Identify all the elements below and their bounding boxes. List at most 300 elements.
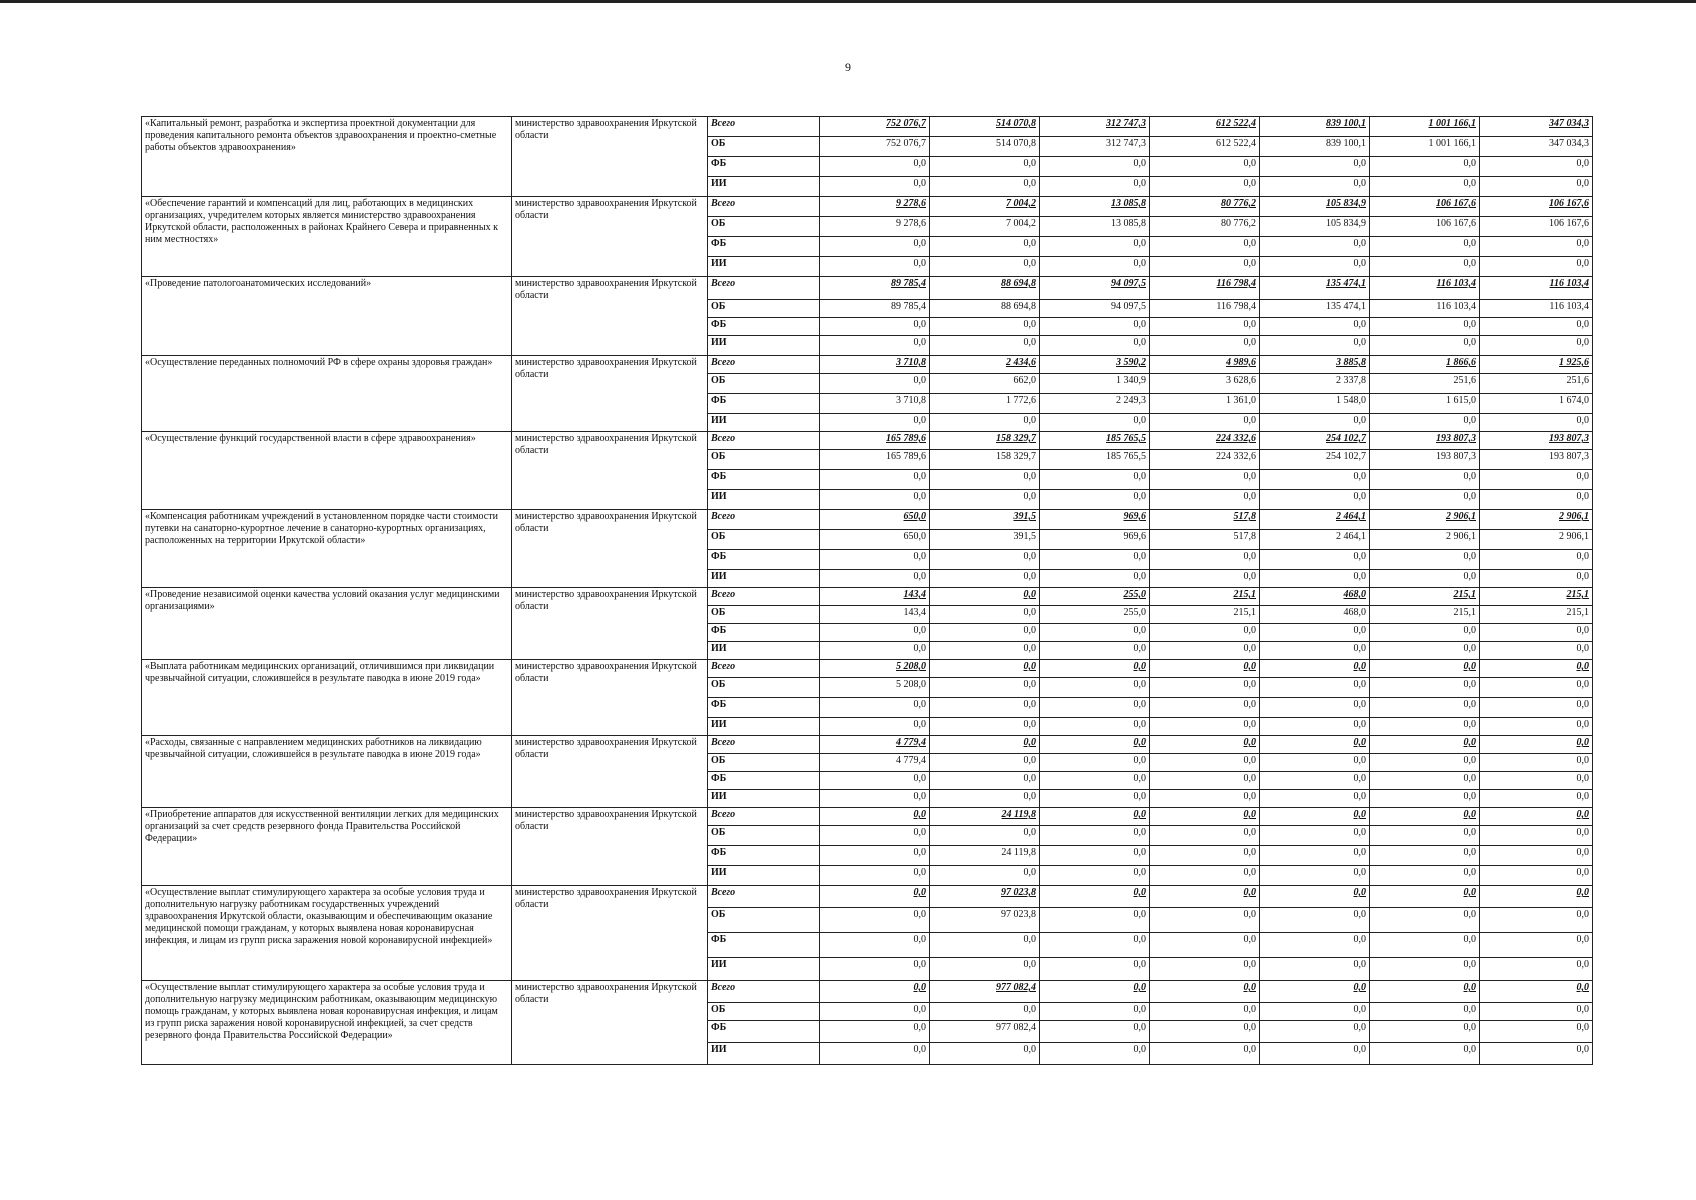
amount-cell: 0,0 [1260, 642, 1370, 660]
amount-cell: 0,0 [1040, 981, 1150, 1003]
amount-cell: 0,0 [930, 318, 1040, 336]
amount-cell: 13 085,8 [1040, 197, 1150, 217]
amount-cell: 0,0 [820, 718, 930, 736]
amount-cell: 0,0 [1040, 157, 1150, 177]
amount-cell: 116 103,4 [1370, 277, 1480, 300]
amount-cell: 1 001 166,1 [1370, 137, 1480, 157]
amount-cell: 106 167,6 [1480, 197, 1593, 217]
funding-source: ФБ [708, 394, 820, 414]
funding-source: ИИ [708, 257, 820, 277]
funding-source: ФБ [708, 624, 820, 642]
amount-cell: 0,0 [1480, 826, 1593, 846]
amount-cell: 0,0 [1260, 908, 1370, 933]
amount-cell: 0,0 [820, 981, 930, 1003]
amount-cell: 0,0 [1150, 736, 1260, 754]
amount-cell: 1 615,0 [1370, 394, 1480, 414]
amount-cell: 0,0 [1150, 754, 1260, 772]
amount-cell: 105 834,9 [1260, 217, 1370, 237]
amount-cell: 0,0 [930, 414, 1040, 432]
amount-cell: 0,0 [1370, 736, 1480, 754]
amount-cell: 0,0 [1370, 790, 1480, 808]
amount-cell: 2 249,3 [1040, 394, 1150, 414]
responsible-executor: министерство здравоохранения Иркутской области [512, 197, 708, 277]
amount-cell: 0,0 [1150, 908, 1260, 933]
funding-source: ОБ [708, 908, 820, 933]
funding-source: ИИ [708, 177, 820, 197]
funding-source: ФБ [708, 470, 820, 490]
funding-source: ФБ [708, 157, 820, 177]
amount-cell: 0,0 [1260, 570, 1370, 588]
table-row-total [142, 736, 1593, 754]
funding-source: Всего [708, 808, 820, 826]
amount-cell: 0,0 [1480, 846, 1593, 866]
amount-cell: 0,0 [1480, 1003, 1593, 1021]
amount-cell: 0,0 [820, 826, 930, 846]
funding-source: ОБ [708, 826, 820, 846]
funding-source: ОБ [708, 217, 820, 237]
amount-cell: 0,0 [930, 826, 1040, 846]
amount-cell: 143,4 [820, 588, 930, 606]
amount-cell: 0,0 [1040, 1043, 1150, 1065]
amount-cell: 0,0 [820, 470, 930, 490]
funding-source: ИИ [708, 958, 820, 981]
funding-source: ИИ [708, 1043, 820, 1065]
funding-source: ФБ [708, 933, 820, 958]
amount-cell: 1 925,6 [1480, 356, 1593, 374]
amount-cell: 0,0 [1480, 1043, 1593, 1065]
amount-cell: 89 785,4 [820, 300, 930, 318]
amount-cell: 650,0 [820, 510, 930, 530]
amount-cell: 0,0 [1150, 570, 1260, 588]
amount-cell: 215,1 [1480, 606, 1593, 624]
amount-cell: 3 710,8 [820, 356, 930, 374]
amount-cell: 0,0 [930, 550, 1040, 570]
amount-cell: 0,0 [1480, 933, 1593, 958]
funding-source: ИИ [708, 490, 820, 510]
amount-cell: 0,0 [1370, 570, 1480, 588]
amount-cell: 0,0 [1370, 1003, 1480, 1021]
amount-cell: 2 906,1 [1480, 530, 1593, 550]
amount-cell: 0,0 [1370, 866, 1480, 886]
amount-cell: 0,0 [1150, 157, 1260, 177]
amount-cell: 0,0 [930, 588, 1040, 606]
amount-cell: 347 034,3 [1480, 117, 1593, 137]
amount-cell: 116 103,4 [1480, 277, 1593, 300]
amount-cell: 80 776,2 [1150, 217, 1260, 237]
amount-cell: 215,1 [1370, 588, 1480, 606]
amount-cell: 0,0 [1150, 772, 1260, 790]
amount-cell: 0,0 [1260, 736, 1370, 754]
amount-cell: 0,0 [820, 808, 930, 826]
measure-name: «Обеспечение гарантий и компенсаций для лиц, работающих в медицинских организациях, учредителем которых является министерство здравоохранения Иркутской области, расположенных в районах Крайнего Севера и приравненных к ним местностях» [142, 197, 512, 277]
amount-cell: 0,0 [1260, 1003, 1370, 1021]
amount-cell: 0,0 [1480, 808, 1593, 826]
amount-cell: 0,0 [1370, 470, 1480, 490]
amount-cell: 3 885,8 [1260, 356, 1370, 374]
amount-cell: 0,0 [1480, 660, 1593, 678]
amount-cell: 0,0 [1370, 550, 1480, 570]
amount-cell: 969,6 [1040, 510, 1150, 530]
amount-cell: 0,0 [1260, 1021, 1370, 1043]
amount-cell: 0,0 [1480, 698, 1593, 718]
amount-cell: 0,0 [1370, 958, 1480, 981]
amount-cell: 0,0 [1480, 886, 1593, 908]
funding-source: ОБ [708, 450, 820, 470]
amount-cell: 7 004,2 [930, 197, 1040, 217]
amount-cell: 0,0 [930, 736, 1040, 754]
amount-cell: 0,0 [1040, 886, 1150, 908]
amount-cell: 251,6 [1370, 374, 1480, 394]
responsible-executor: министерство здравоохранения Иркутской области [512, 356, 708, 432]
amount-cell: 0,0 [1480, 981, 1593, 1003]
amount-cell: 0,0 [930, 958, 1040, 981]
amount-cell: 0,0 [1260, 660, 1370, 678]
amount-cell: 0,0 [1480, 470, 1593, 490]
amount-cell: 143,4 [820, 606, 930, 624]
funding-source: Всего [708, 277, 820, 300]
amount-cell: 0,0 [1370, 754, 1480, 772]
amount-cell: 0,0 [1040, 958, 1150, 981]
amount-cell: 0,0 [930, 336, 1040, 356]
amount-cell: 0,0 [1040, 237, 1150, 257]
responsible-executor: министерство здравоохранения Иркутской области [512, 660, 708, 736]
funding-source: Всего [708, 886, 820, 908]
amount-cell: 391,5 [930, 530, 1040, 550]
amount-cell: 0,0 [1260, 1043, 1370, 1065]
funding-source: Всего [708, 588, 820, 606]
amount-cell: 254 102,7 [1260, 450, 1370, 470]
funding-source: ФБ [708, 318, 820, 336]
amount-cell: 193 807,3 [1480, 450, 1593, 470]
amount-cell: 0,0 [1150, 1003, 1260, 1021]
amount-cell: 312 747,3 [1040, 117, 1150, 137]
amount-cell: 0,0 [1480, 490, 1593, 510]
amount-cell: 0,0 [1040, 808, 1150, 826]
amount-cell: 94 097,5 [1040, 300, 1150, 318]
amount-cell: 0,0 [1370, 336, 1480, 356]
funding-source: ИИ [708, 414, 820, 432]
amount-cell: 9 278,6 [820, 217, 930, 237]
amount-cell: 116 798,4 [1150, 277, 1260, 300]
amount-cell: 135 474,1 [1260, 277, 1370, 300]
budget-table-body [142, 117, 1593, 1065]
funding-source: ИИ [708, 866, 820, 886]
table-row-total [142, 356, 1593, 374]
amount-cell: 0,0 [820, 414, 930, 432]
amount-cell: 0,0 [1040, 866, 1150, 886]
amount-cell: 0,0 [1040, 257, 1150, 277]
amount-cell: 0,0 [1150, 1043, 1260, 1065]
amount-cell: 0,0 [1260, 808, 1370, 826]
amount-cell: 0,0 [1150, 678, 1260, 698]
amount-cell: 0,0 [1260, 826, 1370, 846]
amount-cell: 0,0 [1370, 177, 1480, 197]
amount-cell: 106 167,6 [1480, 217, 1593, 237]
amount-cell: 0,0 [820, 570, 930, 588]
amount-cell: 0,0 [1480, 958, 1593, 981]
amount-cell: 0,0 [1260, 846, 1370, 866]
amount-cell: 0,0 [1480, 177, 1593, 197]
funding-source: ОБ [708, 606, 820, 624]
table-row-total [142, 197, 1593, 217]
responsible-executor: министерство здравоохранения Иркутской области [512, 588, 708, 660]
amount-cell: 255,0 [1040, 606, 1150, 624]
amount-cell: 1 772,6 [930, 394, 1040, 414]
measure-name: «Осуществление переданных полномочий РФ в сфере охраны здоровья граждан» [142, 356, 512, 432]
amount-cell: 0,0 [1260, 958, 1370, 981]
funding-source: Всего [708, 432, 820, 450]
amount-cell: 0,0 [1480, 157, 1593, 177]
table-row-total [142, 886, 1593, 908]
funding-source: ОБ [708, 374, 820, 394]
amount-cell: 0,0 [930, 1003, 1040, 1021]
amount-cell: 0,0 [1040, 736, 1150, 754]
amount-cell: 0,0 [1260, 698, 1370, 718]
amount-cell: 0,0 [1260, 318, 1370, 336]
funding-source: ИИ [708, 718, 820, 736]
amount-cell: 0,0 [1260, 866, 1370, 886]
amount-cell: 105 834,9 [1260, 197, 1370, 217]
amount-cell: 0,0 [1370, 642, 1480, 660]
amount-cell: 1 548,0 [1260, 394, 1370, 414]
amount-cell: 517,8 [1150, 510, 1260, 530]
amount-cell: 0,0 [1480, 754, 1593, 772]
amount-cell: 97 023,8 [930, 908, 1040, 933]
amount-cell: 0,0 [1150, 933, 1260, 958]
amount-cell: 215,1 [1480, 588, 1593, 606]
amount-cell: 193 807,3 [1370, 432, 1480, 450]
amount-cell: 158 329,7 [930, 450, 1040, 470]
amount-cell: 0,0 [1370, 157, 1480, 177]
amount-cell: 752 076,7 [820, 117, 930, 137]
amount-cell: 0,0 [930, 570, 1040, 588]
amount-cell: 0,0 [1480, 414, 1593, 432]
amount-cell: 0,0 [1040, 698, 1150, 718]
amount-cell: 0,0 [1040, 754, 1150, 772]
measure-name: «Осуществление выплат стимулирующего характера за особые условия труда и дополнительную нагрузку работникам государственных учреждений здравоохранения Иркутской области, оказывающим и обеспечивающим оказание медицинской помощи гражданам, у которых выявлена новая коронавирусная инфекция, и лицам из групп риска заражения новой коронавирусной инфекцией» [142, 886, 512, 981]
amount-cell: 0,0 [930, 157, 1040, 177]
amount-cell: 0,0 [1370, 318, 1480, 336]
amount-cell: 0,0 [1040, 908, 1150, 933]
table-row-total [142, 588, 1593, 606]
amount-cell: 0,0 [1260, 933, 1370, 958]
amount-cell: 116 103,4 [1370, 300, 1480, 318]
funding-source: ИИ [708, 570, 820, 588]
amount-cell: 0,0 [1260, 718, 1370, 736]
amount-cell: 0,0 [820, 772, 930, 790]
amount-cell: 0,0 [1150, 958, 1260, 981]
funding-source: Всего [708, 981, 820, 1003]
amount-cell: 977 082,4 [930, 1021, 1040, 1043]
responsible-executor: министерство здравоохранения Иркутской области [512, 117, 708, 197]
amount-cell: 0,0 [1150, 981, 1260, 1003]
amount-cell: 4 989,6 [1150, 356, 1260, 374]
amount-cell: 0,0 [820, 1003, 930, 1021]
amount-cell: 0,0 [820, 336, 930, 356]
amount-cell: 0,0 [930, 660, 1040, 678]
responsible-executor: министерство здравоохранения Иркутской области [512, 886, 708, 981]
funding-source: ИИ [708, 336, 820, 356]
amount-cell: 0,0 [1480, 866, 1593, 886]
amount-cell: 0,0 [820, 933, 930, 958]
funding-source: ФБ [708, 550, 820, 570]
amount-cell: 0,0 [820, 550, 930, 570]
amount-cell: 391,5 [930, 510, 1040, 530]
amount-cell: 0,0 [1370, 846, 1480, 866]
amount-cell: 0,0 [820, 1021, 930, 1043]
table-row-total [142, 981, 1593, 1003]
table-row-total [142, 510, 1593, 530]
amount-cell: 0,0 [1480, 642, 1593, 660]
amount-cell: 0,0 [930, 790, 1040, 808]
amount-cell: 0,0 [1480, 550, 1593, 570]
amount-cell: 0,0 [1150, 336, 1260, 356]
amount-cell: 106 167,6 [1370, 217, 1480, 237]
amount-cell: 185 765,5 [1040, 450, 1150, 470]
amount-cell: 0,0 [1150, 550, 1260, 570]
amount-cell: 0,0 [1040, 490, 1150, 510]
amount-cell: 215,1 [1150, 588, 1260, 606]
amount-cell: 0,0 [820, 374, 930, 394]
responsible-executor: министерство здравоохранения Иркутской области [512, 736, 708, 808]
measure-name: «Приобретение аппаратов для искусственной вентиляции легких для медицинских организаций за счет средств резервного фонда Правительства Российской Федерации» [142, 808, 512, 886]
amount-cell: 0,0 [1260, 790, 1370, 808]
amount-cell: 839 100,1 [1260, 117, 1370, 137]
amount-cell: 0,0 [1260, 157, 1370, 177]
amount-cell: 3 710,8 [820, 394, 930, 414]
amount-cell: 0,0 [1370, 490, 1480, 510]
amount-cell: 0,0 [1370, 257, 1480, 277]
amount-cell: 0,0 [820, 157, 930, 177]
amount-cell: 1 001 166,1 [1370, 117, 1480, 137]
amount-cell: 0,0 [1260, 470, 1370, 490]
amount-cell: 13 085,8 [1040, 217, 1150, 237]
amount-cell: 650,0 [820, 530, 930, 550]
amount-cell: 0,0 [1260, 414, 1370, 432]
amount-cell: 0,0 [930, 678, 1040, 698]
amount-cell: 0,0 [1150, 866, 1260, 886]
measure-name: «Проведение независимой оценки качества условий оказания услуг медицинскими организациями» [142, 588, 512, 660]
amount-cell: 0,0 [1040, 642, 1150, 660]
amount-cell: 2 906,1 [1480, 510, 1593, 530]
funding-source: ФБ [708, 237, 820, 257]
amount-cell: 0,0 [1040, 414, 1150, 432]
amount-cell: 0,0 [1370, 886, 1480, 908]
amount-cell: 312 747,3 [1040, 137, 1150, 157]
amount-cell: 2 464,1 [1260, 530, 1370, 550]
amount-cell: 0,0 [1480, 1021, 1593, 1043]
amount-cell: 3 590,2 [1040, 356, 1150, 374]
table-row-total [142, 117, 1593, 137]
amount-cell: 0,0 [1370, 1021, 1480, 1043]
amount-cell: 0,0 [1260, 177, 1370, 197]
amount-cell: 0,0 [930, 772, 1040, 790]
responsible-executor: министерство здравоохранения Иркутской области [512, 510, 708, 588]
funding-source: ФБ [708, 772, 820, 790]
amount-cell: 0,0 [1370, 826, 1480, 846]
amount-cell: 0,0 [820, 886, 930, 908]
amount-cell: 88 694,8 [930, 277, 1040, 300]
amount-cell: 0,0 [930, 718, 1040, 736]
amount-cell: 0,0 [930, 470, 1040, 490]
amount-cell: 0,0 [1480, 570, 1593, 588]
funding-source: Всего [708, 197, 820, 217]
amount-cell: 0,0 [1150, 237, 1260, 257]
amount-cell: 0,0 [1040, 660, 1150, 678]
amount-cell: 0,0 [820, 846, 930, 866]
amount-cell: 977 082,4 [930, 981, 1040, 1003]
amount-cell: 0,0 [1370, 698, 1480, 718]
amount-cell: 4 779,4 [820, 736, 930, 754]
amount-cell: 0,0 [1260, 678, 1370, 698]
amount-cell: 0,0 [1480, 318, 1593, 336]
amount-cell: 193 807,3 [1480, 432, 1593, 450]
funding-source: Всего [708, 510, 820, 530]
amount-cell: 0,0 [1040, 933, 1150, 958]
table-row-total [142, 808, 1593, 826]
amount-cell: 0,0 [1480, 772, 1593, 790]
amount-cell: 3 628,6 [1150, 374, 1260, 394]
amount-cell: 0,0 [1040, 177, 1150, 197]
amount-cell: 468,0 [1260, 606, 1370, 624]
amount-cell: 5 208,0 [820, 660, 930, 678]
amount-cell: 0,0 [1480, 908, 1593, 933]
amount-cell: 158 329,7 [930, 432, 1040, 450]
top-rule [0, 0, 1696, 3]
amount-cell: 7 004,2 [930, 217, 1040, 237]
funding-source: Всего [708, 660, 820, 678]
amount-cell: 2 464,1 [1260, 510, 1370, 530]
amount-cell: 0,0 [1370, 808, 1480, 826]
amount-cell: 612 522,4 [1150, 137, 1260, 157]
amount-cell: 0,0 [1260, 490, 1370, 510]
measure-name: «Расходы, связанные с направлением медицинских работников на ликвидацию чрезвычайной ситуации, сложившейся в результате паводка в июне 2019 года» [142, 736, 512, 808]
amount-cell: 0,0 [1480, 237, 1593, 257]
amount-cell: 0,0 [1480, 736, 1593, 754]
amount-cell: 0,0 [1040, 470, 1150, 490]
amount-cell: 0,0 [1040, 1021, 1150, 1043]
amount-cell: 80 776,2 [1150, 197, 1260, 217]
amount-cell: 9 278,6 [820, 197, 930, 217]
amount-cell: 165 789,6 [820, 432, 930, 450]
amount-cell: 517,8 [1150, 530, 1260, 550]
amount-cell: 1 340,9 [1040, 374, 1150, 394]
amount-cell: 0,0 [1260, 624, 1370, 642]
amount-cell: 0,0 [820, 642, 930, 660]
budget-table [141, 116, 1593, 1065]
amount-cell: 2 906,1 [1370, 510, 1480, 530]
amount-cell: 0,0 [1370, 414, 1480, 432]
amount-cell: 0,0 [1040, 772, 1150, 790]
amount-cell: 255,0 [1040, 588, 1150, 606]
funding-source: ОБ [708, 1003, 820, 1021]
amount-cell: 0,0 [930, 237, 1040, 257]
amount-cell: 0,0 [930, 698, 1040, 718]
measure-name: «Компенсация работникам учреждений в установленном порядке части стоимости путевки на санаторно-курортное лечение в санаторно-курортных организациях, расположенных на территории Иркутской области» [142, 510, 512, 588]
responsible-executor: министерство здравоохранения Иркутской области [512, 277, 708, 356]
amount-cell: 468,0 [1260, 588, 1370, 606]
amount-cell: 0,0 [1040, 318, 1150, 336]
funding-source: ФБ [708, 698, 820, 718]
amount-cell: 0,0 [1150, 698, 1260, 718]
measure-name: «Осуществление выплат стимулирующего характера за особые условия труда и дополнительную нагрузку медицинским работникам, оказывающим медицинскую помощь гражданам, у которых выявлена новая коронавирусная инфекция, и лицам из групп риска заражения новой коронавирусной инфекцией, за счет средств резервного фонда Правительства Российской Федерации» [142, 981, 512, 1065]
amount-cell: 0,0 [820, 490, 930, 510]
amount-cell: 0,0 [1480, 718, 1593, 736]
amount-cell: 0,0 [820, 1043, 930, 1065]
amount-cell: 97 023,8 [930, 886, 1040, 908]
amount-cell: 0,0 [1040, 336, 1150, 356]
amount-cell: 0,0 [1040, 846, 1150, 866]
